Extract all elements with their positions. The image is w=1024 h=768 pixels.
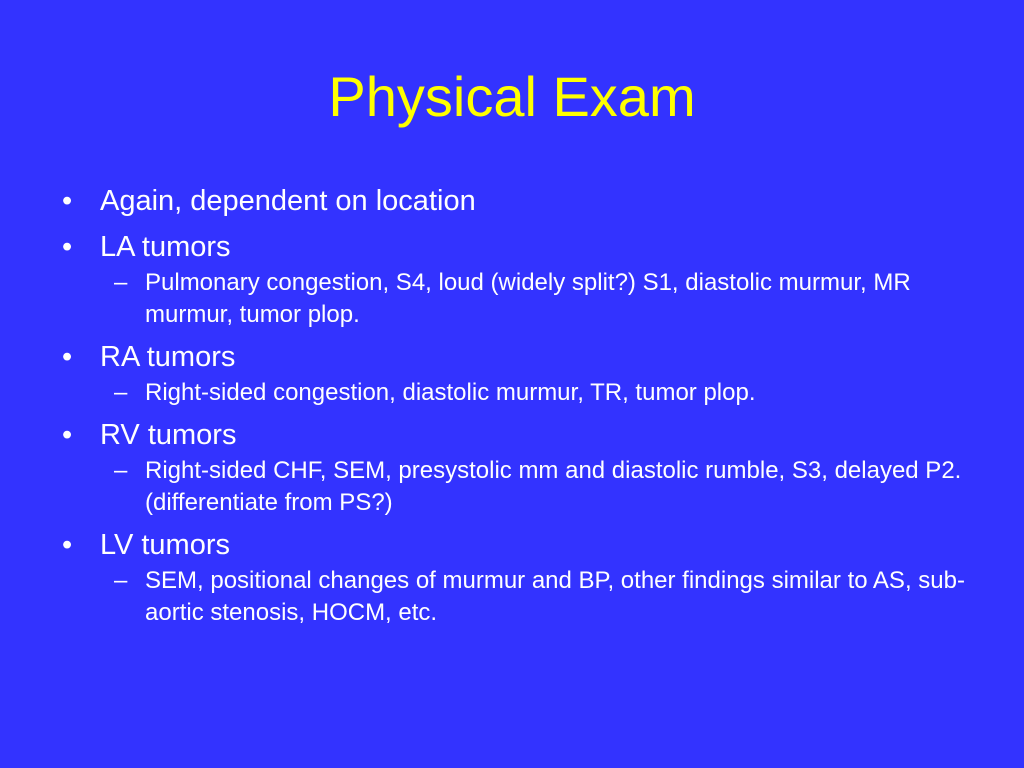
dash-icon: – (114, 457, 128, 484)
sub-bullet-item (56, 455, 976, 519)
bullet-text: Again, dependent on location (100, 185, 476, 217)
bullet-item (56, 415, 976, 455)
bullet-item (56, 227, 976, 267)
bullet-list (56, 181, 976, 633)
bullet-text: RA tumors (100, 341, 236, 373)
bullet-item (56, 181, 976, 221)
bullet-icon: • (62, 419, 73, 451)
slide-title: Physical Exam (328, 65, 696, 128)
bullet-item (56, 337, 976, 377)
sub-bullet-text: Right-sided CHF, SEM, presystolic mm and diastolic rumble, S3, delayed P2. (differentiate from PS?) (145, 457, 962, 516)
dash-icon: – (114, 269, 128, 296)
bullet-icon: • (62, 185, 73, 217)
bullet-icon: • (62, 231, 73, 263)
bullet-icon: • (62, 529, 73, 561)
sub-bullet-text: Right-sided congestion, diastolic murmur, TR, tumor plop. (145, 379, 756, 406)
bullet-text: LV tumors (100, 529, 231, 561)
bullet-icon: • (62, 341, 73, 373)
bullet-item (56, 525, 976, 565)
dash-icon: – (114, 379, 128, 406)
sub-bullet-text: SEM, positional changes of murmur and BP, other findings similar to AS, sub-aortic stenosis, HOCM, etc. (145, 567, 965, 626)
sub-bullet-item (56, 565, 976, 629)
sub-bullet-item (56, 267, 976, 331)
dash-icon: – (114, 567, 128, 594)
bullet-text: RV tumors (100, 419, 237, 451)
sub-bullet-text: Pulmonary congestion, S4, loud (widely split?) S1, diastolic murmur, MR murmur, tumor plop. (145, 269, 911, 328)
bullet-text: LA tumors (100, 231, 231, 263)
sub-bullet-item (56, 377, 976, 409)
